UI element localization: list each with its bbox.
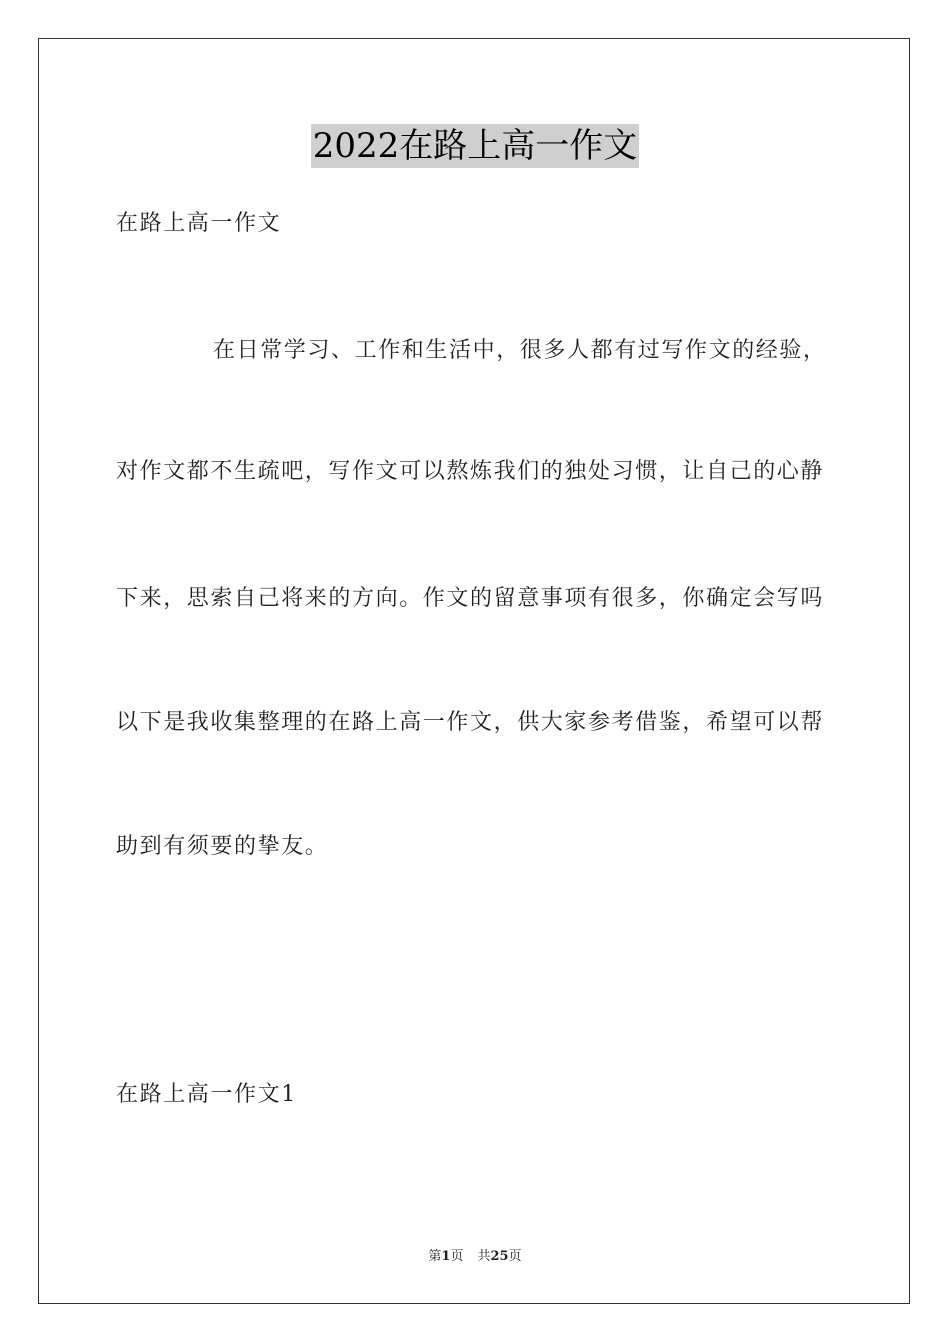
paragraph-line-5: 助到有须要的挚友。 bbox=[116, 834, 329, 859]
paragraph-line-4: 以下是我收集整理的在路上高一作文，供大家参考借鉴，希望可以帮 bbox=[116, 710, 825, 735]
title-container bbox=[0, 124, 950, 168]
page-footer bbox=[0, 1248, 950, 1266]
footer-total-prefix: 共 bbox=[477, 1249, 491, 1264]
paragraph-line-3: 下来，思索自己将来的方向。作文的留意事项有很多，你确定会写吗 bbox=[116, 586, 825, 611]
document-subtitle: 在路上高一作文 bbox=[116, 211, 282, 236]
footer-page-prefix: 第 bbox=[428, 1249, 442, 1264]
footer-total-pages: 25 bbox=[490, 1249, 509, 1264]
section-heading: 在路上高一作文1 bbox=[116, 1082, 297, 1107]
document-title: 2022在路上高一作文 bbox=[312, 126, 638, 166]
footer-page-number: 1 bbox=[441, 1249, 451, 1264]
paragraph-line-2: 对作文都不生疏吧，写作文可以熬炼我们的独处习惯，让自己的心静 bbox=[116, 459, 825, 484]
footer-page-suffix: 页 bbox=[450, 1249, 464, 1264]
paragraph-line-1: 在日常学习、工作和生活中，很多人都有过写作文的经验， bbox=[213, 338, 827, 363]
footer-total-suffix: 页 bbox=[508, 1249, 522, 1264]
